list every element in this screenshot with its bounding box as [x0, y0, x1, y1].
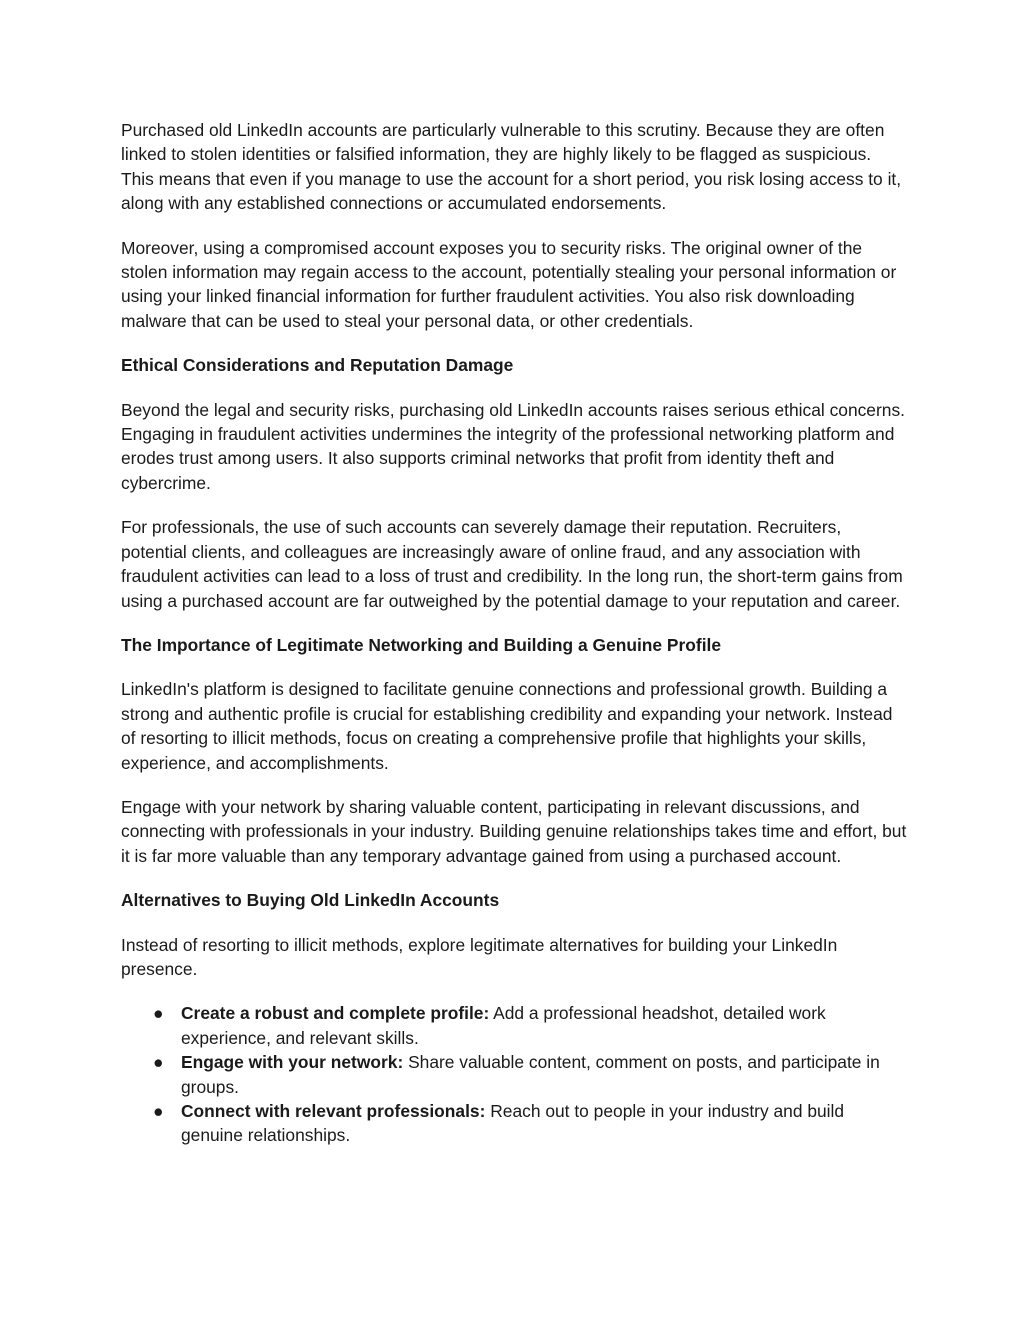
list-item	[153, 1099, 907, 1148]
bullet-icon: ●	[153, 1052, 164, 1073]
list-item-text: Share valuable content, comment on posts, and participate in groups.	[181, 1052, 880, 1097]
document-page	[121, 118, 907, 1148]
bullet-icon: ●	[153, 1101, 164, 1121]
bullet-icon: ●	[153, 1003, 164, 1024]
list-item	[153, 1001, 907, 1050]
list-item-lead: Engage with your network:	[181, 1052, 404, 1073]
paragraph-alternatives-intro: Instead of resorting to illicit methods, explore legitimate alternatives for building your LinkedIn presence.	[121, 934, 838, 979]
list-item-lead: Connect with relevant professionals:	[181, 1101, 486, 1121]
paragraph-security-risks: Moreover, using a compromised account exposes you to security risks. The original owner of the stolen information may regain access to the account, potentially stealing your personal information or using your linked financial information for further fraudulent activities. You also risk downloading malware that can be used to steal your personal data, or other credentials.	[121, 237, 897, 331]
paragraph-genuine-profile: LinkedIn's platform is designed to facilitate genuine connections and professional growth. Building a strong and authentic profile is crucial for establishing credibility and expanding your network. Instead of resorting to illicit methods, focus on creating a comprehensive profile that highlights your skills, experience, and accomplishments.	[121, 679, 893, 773]
heading-legitimate-networking: The Importance of Legitimate Networking and Building a Genuine Profile	[121, 634, 722, 655]
paragraph-ethical-concerns: Beyond the legal and security risks, purchasing old LinkedIn accounts raises serious ethical concerns. Engaging in fraudulent activities undermines the integrity of the professional networking platform and erodes trust among users. It also supports criminal networks that profit from identity theft and cybercrime.	[121, 399, 905, 493]
paragraph-reputation-damage: For professionals, the use of such accounts can severely damage their reputation. Recruiters, potential clients, and colleagues are increasingly aware of online fraud, and any association with fraudulent activities can lead to a loss of trust and credibility. In the long run, the short-term gains from using a purchased account are far outweighed by the potential damage to your reputation and career.	[121, 517, 903, 611]
list-item-lead: Create a robust and complete profile:	[181, 1003, 490, 1024]
list-item-text: Reach out to people in your industry and build genuine relationships.	[181, 1101, 845, 1146]
list-item	[153, 1050, 907, 1099]
alternatives-list	[121, 1001, 907, 1147]
heading-alternatives: Alternatives to Buying Old LinkedIn Accounts	[121, 890, 500, 911]
paragraph-engage-network: Engage with your network by sharing valuable content, participating in relevant discussions, and connecting with professionals in your industry. Building genuine relationships takes time and effort, but it is far more valuable than any temporary advantage gained from using a purchased account.	[121, 796, 907, 866]
heading-ethical-considerations: Ethical Considerations and Reputation Damage	[121, 355, 514, 376]
paragraph-account-scrutiny: Purchased old LinkedIn accounts are particularly vulnerable to this scrutiny. Because they are often linked to stolen identities or falsified information, they are highly likely to be flagged as suspicious. This means that even if you manage to use the account for a short period, you risk losing access to it, along with any established connections or accumulated endorsements.	[121, 120, 902, 214]
list-item-text: Add a professional headshot, detailed work experience, and relevant skills.	[181, 1003, 826, 1048]
